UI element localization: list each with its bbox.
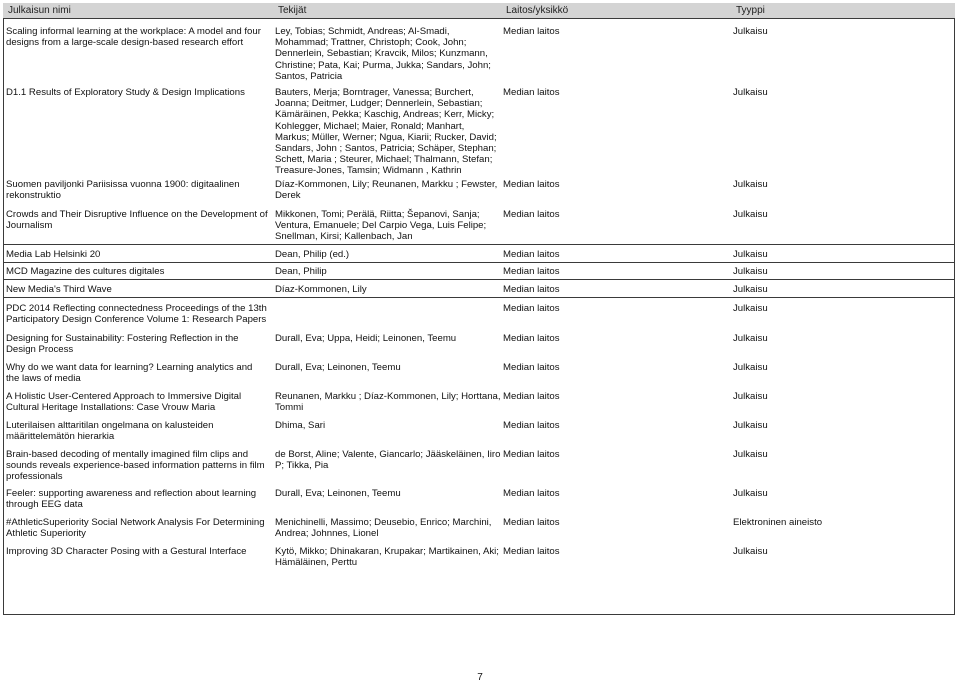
row-authors: Durall, Eva; Leinonen, Teemu: [275, 362, 401, 373]
row-title: New Media's Third Wave: [6, 284, 112, 295]
row-title: PDC 2014 Reflecting connectedness Proceedings of the 13th Participatory Design Conference Volume 1: Research Papers: [6, 303, 267, 326]
row-unit: Median laitos: [503, 362, 560, 373]
header-authors: Tekijät: [278, 5, 307, 16]
row-authors: Díaz-Kommonen, Lily: [275, 284, 367, 295]
row-unit: Median laitos: [503, 391, 560, 402]
row-type: Julkaisu: [733, 391, 768, 402]
row-authors: Durall, Eva; Leinonen, Teemu: [275, 488, 401, 499]
row-unit: Median laitos: [503, 284, 560, 295]
row-unit: Median laitos: [503, 546, 560, 557]
row-type: Julkaisu: [733, 284, 768, 295]
row-title: MCD Magazine des cultures digitales: [6, 266, 165, 277]
row-unit: Median laitos: [503, 87, 560, 98]
row-type: Julkaisu: [733, 303, 768, 314]
row-type: Julkaisu: [733, 362, 768, 373]
row-type: Elektroninen aineisto: [733, 517, 823, 528]
row-title: Improving 3D Character Posing with a Gestural Interface: [6, 546, 247, 557]
row-authors: Mikkonen, Tomi; Perälä, Riitta; Šepanovi, Sanja; Ventura, Emanuele; Del Carpio Vega, Luis Felipe; Snellman, Kirsi; Kallenbach, Jan: [275, 209, 487, 243]
row-authors: Menichinelli, Massimo; Deusebio, Enrico; Marchini, Andrea; Johnnes, Lionel: [275, 517, 492, 540]
row-authors: Dean, Philip: [275, 266, 327, 277]
page-number: 7: [477, 672, 483, 683]
header-title: Julkaisun nimi: [8, 5, 71, 16]
row-title: D1.1 Results of Exploratory Study & Design Implications: [6, 87, 245, 98]
row-type: Julkaisu: [733, 87, 768, 98]
row-title: Feeler: supporting awareness and reflection about learning through EEG data: [6, 488, 257, 511]
row-divider: [3, 244, 955, 245]
row-title: #AthleticSuperiority Social Network Analysis For Determining Athletic Superiority: [6, 517, 265, 540]
row-title: Luterilaisen alttaritilan ongelmana on kalusteiden määrittelemätön hierarkia: [6, 420, 214, 443]
row-unit: Median laitos: [503, 179, 560, 190]
row-authors: Dhima, Sari: [275, 420, 326, 431]
row-authors: Reunanen, Markku ; Díaz-Kommonen, Lily; Horttana, Tommi: [275, 391, 501, 414]
row-type: Julkaisu: [733, 420, 768, 431]
row-type: Julkaisu: [733, 488, 768, 499]
row-title: Designing for Sustainability: Fostering Reflection in the Design Process: [6, 333, 239, 356]
row-type: Julkaisu: [733, 449, 768, 460]
row-title: A Holistic User-Centered Approach to Immersive Digital Cultural Heritage Installations: Case Vrouw Maria: [6, 391, 242, 414]
row-authors: Díaz-Kommonen, Lily; Reunanen, Markku ; Fewster, Derek: [275, 179, 498, 202]
row-type: Julkaisu: [733, 266, 768, 277]
row-type: Julkaisu: [733, 333, 768, 344]
row-title: Why do we want data for learning? Learning analytics and the laws of media: [6, 362, 253, 385]
row-type: Julkaisu: [733, 179, 768, 190]
row-title: Media Lab Helsinki 20: [6, 249, 101, 260]
table-header: [3, 3, 955, 19]
row-divider: [3, 262, 955, 263]
header-unit: Laitos/yksikkö: [506, 5, 569, 16]
row-title: Brain-based decoding of mentally imagined film clips and sounds reveals experience-based information patterns in film professionals: [6, 449, 265, 483]
row-unit: Median laitos: [503, 266, 560, 277]
row-unit: Median laitos: [503, 303, 560, 314]
row-title: Crowds and Their Disruptive Influence on the Development of Journalism: [6, 209, 268, 232]
row-title: Suomen paviljonki Pariisissa vuonna 1900: digitaalinen rekonstruktio: [6, 179, 240, 202]
row-type: Julkaisu: [733, 249, 768, 260]
row-authors: Dean, Philip (ed.): [275, 249, 350, 260]
row-authors: de Borst, Aline; Valente, Giancarlo; Jääskeläinen, Iiro P; Tikka, Pia: [275, 449, 501, 472]
row-unit: Median laitos: [503, 209, 560, 220]
row-unit: Median laitos: [503, 517, 560, 528]
row-unit: Median laitos: [503, 420, 560, 431]
row-unit: Median laitos: [503, 488, 560, 499]
row-divider: [3, 279, 955, 280]
row-divider: [3, 297, 955, 298]
row-type: Julkaisu: [733, 26, 768, 37]
row-unit: Median laitos: [503, 333, 560, 344]
row-unit: Median laitos: [503, 449, 560, 460]
header-type: Tyyppi: [736, 5, 765, 16]
row-type: Julkaisu: [733, 546, 768, 557]
row-type: Julkaisu: [733, 209, 768, 220]
row-authors: Bauters, Merja; Borntrager, Vanessa; Burchert, Joanna; Deitmer, Ludger; Dennerlein, Sebastian; Kämäräinen, Pekka; Kaschig, Andreas; Kerr, Micky; Kohlegger, Michael; Maier, Ronald; Manhart, Markus; Müller, Werner; Ngua, Kiarii; Rucker, David; Sandars, John ; Santos, Patricia; Schäper, Stephan; Schett, Maria ; Steurer, Michael; Thalmann, Stefan; Treasure-Jones, Tamsin; Widmann , Kathrin: [275, 87, 497, 177]
row-authors: Ley, Tobias; Schmidt, Andreas; Al-Smadi, Mohammad; Trattner, Christoph; Cook, John; Dennerlein, Sebastian; Kravcik, Milos; Kunzmann, Christine; Pata, Kai; Purma, Jukka; Sandars, John; Santos, Patricia: [275, 26, 491, 82]
row-authors: Kytö, Mikko; Dhinakaran, Krupakar; Martikainen, Aki; Hämäläinen, Perttu: [275, 546, 499, 569]
row-title: Scaling informal learning at the workplace: A model and four designs from a large-scale design-based research effort: [6, 26, 261, 49]
row-unit: Median laitos: [503, 249, 560, 260]
row-unit: Median laitos: [503, 26, 560, 37]
row-authors: Durall, Eva; Uppa, Heidi; Leinonen, Teemu: [275, 333, 457, 344]
